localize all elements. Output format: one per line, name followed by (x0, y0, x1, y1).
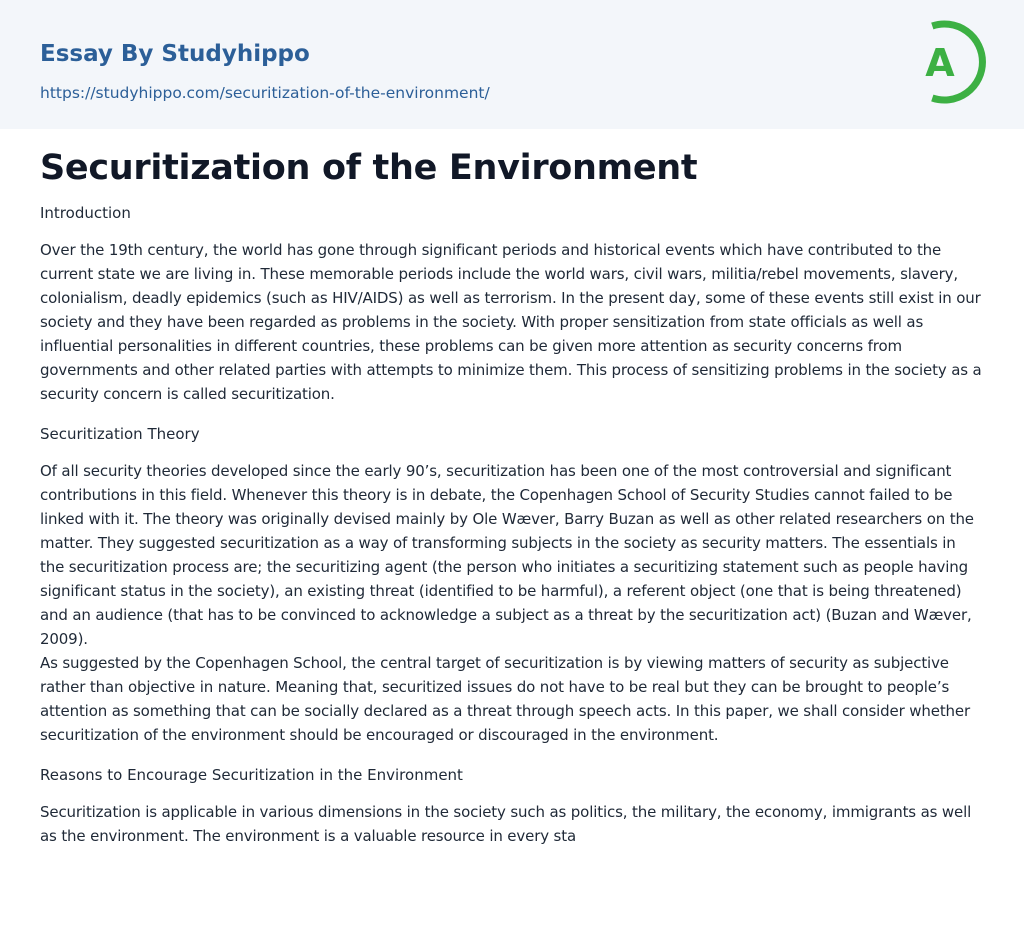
paragraph-theory-1: Of all security theories developed since the early 90’s, securitization has been one of the most controversial and significant contributions in this field. Whenever this theory is in debate, the Copenhagen School of Security Studies cannot failed to be linked with it. The theory was originally devised mainly by Ole Wæver, Barry Buzan as well as other related researchers on the matter. They suggested securitization as a way of transforming subjects in the society as security matters. The essentials in the securitization process are; the securitizing agent (the person who initiates a securitizing statement such as people having significant status in the society), an existing threat (identified to be harmful), a referent object (one that is being threatened) and an audience (that has to be convinced to acknowledge a subject as a threat by the securitization act) (Buzan and Wæver, 2009). (40, 462, 974, 648)
studyhippo-logo-icon[interactable] (908, 18, 988, 106)
site-header (0, 0, 1024, 129)
paragraph-introduction: Over the 19th century, the world has gone through significant periods and historical events which have contributed to the current state we are living in. These memorable periods include the world wars, civil wars, militia/rebel movements, slavery, colonialism, deadly epidemics (such as HIV/AIDS) as well as terrorism. In the present day, some of these events still exist in our society and they have been regarded as problems in the society. With proper sensitization from state officials as well as influential personalities in different countries, these problems can be given more attention as security concerns from governments and other related parties with attempts to minimize them. This process of sensitizing problems in the society as a security concern is called securitization. (40, 241, 982, 403)
brand-title[interactable]: Essay By Studyhippo (40, 41, 310, 67)
section-heading-reasons: Reasons to Encourage Securitization in the Environment (40, 766, 463, 784)
paragraph-theory-2: As suggested by the Copenhagen School, the central target of securitization is by viewing matters of security as subjective rather than objective in nature. Meaning that, securitized issues do not have to be real but they can be brought to people’s attention as something that can be socially declared as a threat through speech acts. In this paper, we shall consider whether securitization of the environment should be encouraged or discouraged in the environment. (40, 654, 970, 744)
article (40, 146, 984, 864)
section-heading-theory: Securitization Theory (40, 425, 200, 443)
logo-letter: A (925, 41, 955, 85)
page-title: Securitization of the Environment (40, 148, 698, 188)
section-heading-introduction: Introduction (40, 204, 131, 222)
source-url-link[interactable]: https://studyhippo.com/securitization-of-the-environment/ (40, 84, 490, 102)
paragraph-reasons: Securitization is applicable in various dimensions in the society such as politics, the military, the economy, immigrants as well as the environment. The environment is a valuable resource in every sta (40, 803, 972, 845)
